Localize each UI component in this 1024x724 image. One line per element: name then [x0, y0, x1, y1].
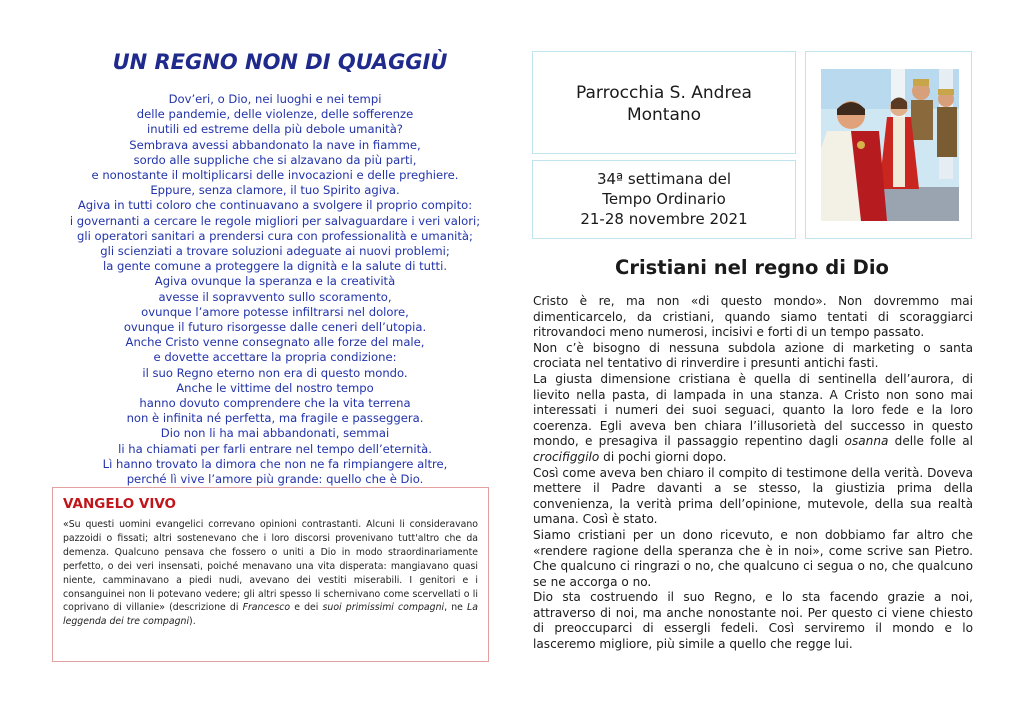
vangelo-text: «Su questi uomini evangelici correvano opinioni contrastanti. Alcuni li consideravano pazzoidi o fissati; altri sostenevano che i loro discorsi provenivano tutt'altro che da demenza. Qualcuno pensava che fossero o uniti a Dio in modo straordinariamente perfetto, o dei veri insensati, poiché menavano una vita disperata: mangiavano quasi niente, camminavano a piedi nudi, avevano dei vestiti miserabili. I genitori e i consanguinei non li potevano vedere; gli altri spesso li schernivano come scervellati o li coprivano di villanie» (descrizione di Francesco e dei suoi primissimi compagni, ne La leggenda dei tre compagni). [63, 519, 478, 628]
poem-line: il suo Regno eterno non era di questo mondo. [142, 365, 408, 380]
poem-line: ovunque il futuro risorgesse dalle ceneri dell’utopia. [123, 320, 427, 335]
poem-line: li ha chiamati per farli entrare nel tempo dell’eternità. [118, 441, 432, 456]
article-body [533, 294, 973, 653]
poem-line: la gente comune a proteggere la dignità e la salute di tutti. [102, 259, 448, 274]
poem-line: Lì hanno trovato la dimora che non ne fa rimpiangere altre, [102, 456, 448, 471]
poem-line: non è infinita né perfetta, ma fragile e passeggera. [126, 411, 424, 426]
poem-line: gli operatori sanitari a prendersi cura con professionalità e umanità; [77, 228, 473, 243]
article-paragraph: Così come aveva ben chiaro il compito di testimone della verità. Doveva mettere il Padre davanti a se stesso, la giustizia prima della convenienza, la verità prima dell’opinione, mutevole, della sua realtà umana. Così è stato. [533, 465, 973, 527]
poem-line: i governanti a cercare le regole migliori per salvaguardare i veri valori; [69, 213, 481, 228]
poem-line: inutili ed estreme della più debole umanità? [147, 122, 403, 137]
poem-line: Agiva ovunque la speranza e la creatività [154, 274, 396, 289]
poem-line: Dio non li ha mai abbandonati, semmai [160, 426, 390, 441]
poem-line: gli scienziati a trovare soluzioni adeguate ai nuovi problemi; [100, 244, 450, 259]
jesus-before-pilate-illustration [821, 69, 959, 221]
poem-title: UN REGNO NON DI QUAGGIÙ [112, 50, 448, 74]
poem-line: Eppure, senza clamore, il tuo Spirito agiva. [150, 183, 400, 198]
article-paragraph: Siamo cristiani per un dono ricevuto, e non dobbiamo far altro che «rendere ragione della speranza che è in noi», come scrive san Pietro. Che qualcuno ci ringrazi o no, che qualcuno ci segua o no, che qualcuno se ne accorga o no. [533, 527, 973, 589]
poem-line: e dovette accettare la propria condizione: [153, 350, 397, 365]
vangelo-box [52, 487, 489, 662]
week-box [532, 160, 796, 239]
article-paragraph: Non c’è bisogno di nessuna subdola azione di marketing o santa crociata nel tentativo di rinverdire i presunti antichi fasti. [533, 340, 973, 371]
poem-line: Dov’eri, o Dio, nei luoghi e nei tempi [168, 92, 382, 106]
poem-line: Sembrava avessi abbandonato la nave in fiamme, [129, 137, 421, 152]
poem-line: Agiva in tutti coloro che continuavano a svolgere il proprio compito: [77, 198, 473, 213]
poem-line: ovunque l’amore potesse infiltrarsi nel dolore, [141, 304, 409, 319]
parish-box [532, 51, 796, 154]
article-paragraph: Dio sta costruendo il suo Regno, e lo sta facendo grazie a noi, attraverso di noi, ma anche nonostante noi. Per questo ci viene chiesto di preoccuparci di essergli fedeli. Così serviremo il mondo e lo lasceremo migliore, più simile a quello che regge lui. [533, 590, 973, 652]
poem-line: avesse il sopravvento sullo scoramento, [158, 289, 392, 304]
article-title: Cristiani nel regno di Dio [615, 256, 889, 279]
poem-line: sordo alle suppliche che si alzavano da più parti, [133, 152, 417, 167]
poem [30, 92, 520, 487]
parish-name: Parrocchia S. Andrea Montano [576, 83, 752, 125]
poem-line: perché lì vive l’amore più grande: quello che è Dio. [126, 472, 424, 487]
poem-line: hanno dovuto comprendere che la vita terrena [139, 396, 411, 411]
poem-line: delle pandemie, delle violenze, delle sofferenze [136, 107, 414, 122]
illustration-box [805, 51, 972, 239]
article-paragraph: La giusta dimensione cristiana è quella di sentinella dell’aurora, di lievito nella pasta, di lampada in una stanza. A Cristo non sono mai interessati i numeri dei suoi seguaci, quanto la loro fede e la loro coerenza. Egli aveva ben chiara l’illusorietà del successo in questo mondo, e presagiva il passaggio repentino dagli osanna delle folle al crocifiggilo di pochi giorni dopo. [533, 371, 973, 464]
poem-line: e nonostante il moltiplicarsi delle invocazioni e delle preghiere. [91, 168, 459, 183]
vangelo-title: VANGELO VIVO [63, 496, 177, 512]
article-paragraph: Cristo è re, ma non «di questo mondo». Non dovremmo mai dimenticarcelo, da cristiani, quando siamo tentati di scoraggiarci ritrovandoci meno numerosi, incisivi e forti di un tempo passato. [533, 294, 973, 340]
liturgical-week: 34ª settimana del Tempo Ordinario 21-28 novembre 2021 [580, 170, 748, 228]
poem-line: Anche Cristo venne consegnato alle forze del male, [125, 335, 425, 350]
poem-line: Anche le vittime del nostro tempo [176, 380, 374, 395]
